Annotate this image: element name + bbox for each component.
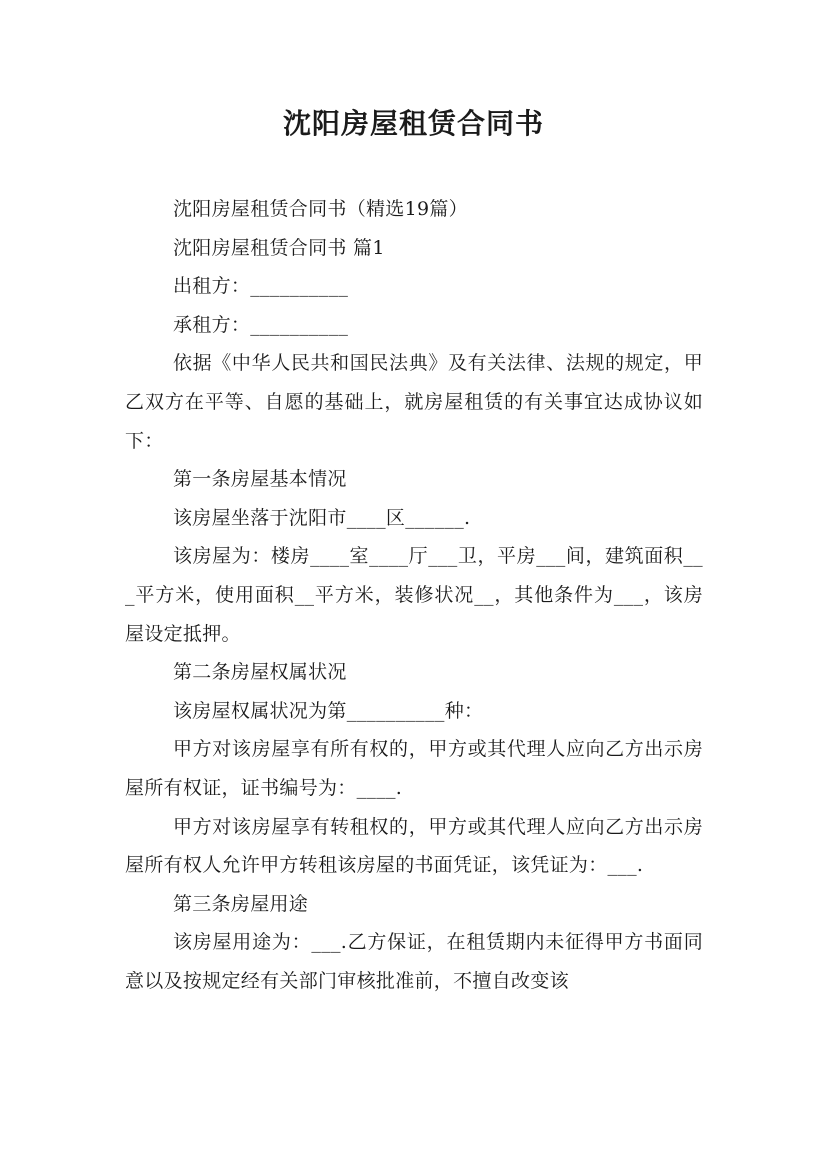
paragraph-usage: 该房屋用途为：___.乙方保证，在租赁期内未征得甲方书面同意以及按规定经有关部门审核批准前，不擅自改变该 (125, 931, 703, 992)
paragraph-article-3-heading: 第三条房屋用途 (173, 892, 309, 915)
paragraph-lessor: 出租方：__________ (173, 275, 349, 298)
paragraph-location: 该房屋坐落于沈阳市____区______. (173, 506, 471, 529)
paragraph-article-2-heading: 第二条房屋权属状况 (173, 661, 347, 684)
paragraph-ownership-certificate: 甲方对该房屋享有所有权的，甲方或其代理人应向乙方出示房屋所有权证，证书编号为：____. (125, 738, 703, 799)
paragraph-preamble: 依据《中华人民共和国民法典》及有关法律、法规的规定，甲乙双方在平等、自愿的基础上，就房屋租赁的有关事宜达成协议如下： (125, 352, 703, 452)
paragraph-section-heading: 沈阳房屋租赁合同书 篇1 (173, 236, 385, 259)
paragraph-house-details: 该房屋为：楼房____室____厅___卫，平房___间，建筑面积___平方米，使用面积__平方米，装修状况__，其他条件为___，该房屋设定抵押。 (125, 545, 703, 645)
document-title: 沈阳房屋租赁合同书 (282, 107, 544, 140)
paragraph-lessee: 承租方：__________ (173, 313, 349, 336)
paragraph-ownership-type: 该房屋权属状况为第__________种： (173, 699, 484, 722)
document-body (125, 190, 703, 1000)
paragraph-sublease-right: 甲方对该房屋享有转租权的，甲方或其代理人应向乙方出示房屋所有权人允许甲方转租该房屋的书面凭证，该凭证为：___. (125, 815, 703, 877)
paragraph-subtitle: 沈阳房屋租赁合同书（精选19篇） (173, 198, 468, 220)
paragraph-article-1-heading: 第一条房屋基本情况 (173, 468, 347, 491)
